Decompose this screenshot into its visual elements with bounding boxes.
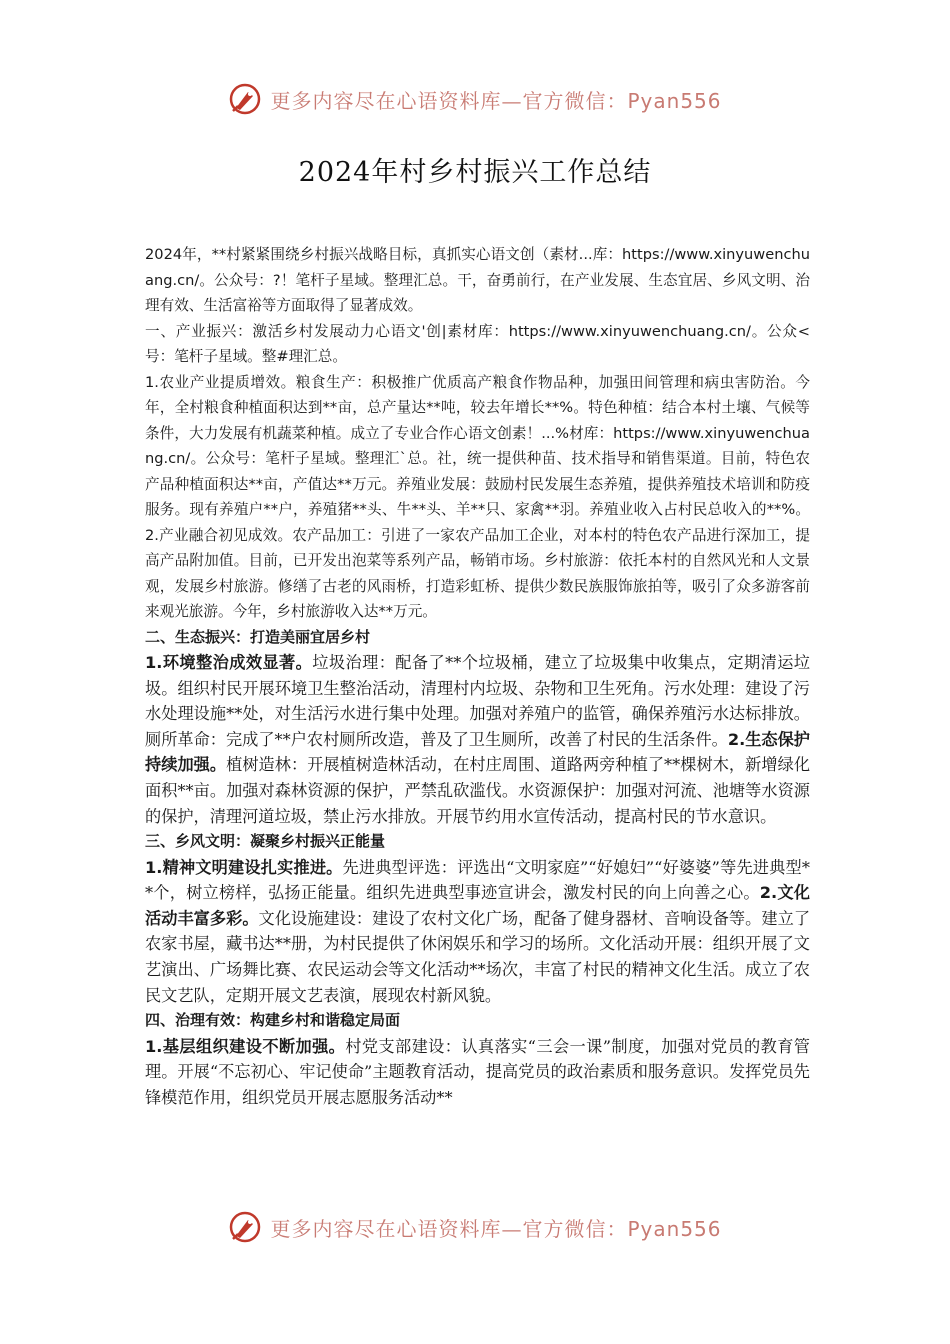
section1-heading: 一、产业振兴：激活乡村发展动力心语文'创|素材库：https://www.xinyuwenchuang.cn/。公众<号：笔杆子星域。整#理汇总。 — [145, 322, 810, 365]
section3-lead-1: 1.精神文明建设扎实推进。 — [145, 857, 343, 877]
section3-heading: 三、乡风文明：凝聚乡村振兴正能量 — [145, 832, 386, 851]
section2-lead-2: 2.生态保护持续加强。 — [145, 729, 810, 775]
header-banner — [0, 82, 950, 116]
intro-paragraph: 2024年，**村紧紧围绕乡村振兴战略目标，真抓实心语文创（素材...库：https://www.xinyuwenchuang.cn/。公众号：?！笔杆子星域。整理汇总。干，奋勇前行，在产业发展、生态宜居、乡风文明、治理有效、生活富裕等方面取得了显著成效。 — [145, 246, 810, 314]
section2-text-2: 植树造林：开展植树造林活动，在村庄周围、道路两旁种植了**棵树木，新增绿化面积**亩。加强对森林资源的保护，严禁乱砍滥伐。水资源保护：加强对河流、池塘等水资源的保护，清理河道垃圾，禁止污水排放。开展节约用水宣传活动，提高村民的节水意识。 — [145, 755, 811, 826]
section4-heading: 四、治理有效：构建乡村和谐稳定局面 — [145, 1011, 401, 1030]
section1-body: 1.农业产业提质增效。粮食生产：积极推广优质高产粮食作物品种，加强田间管理和病虫害防治。今年，全村粮食种植面积达到**亩，总产量达**吨，较去年增长**%。特色种植：结合本村土壤、气候等条件，大力发展有机蔬菜种植。成立了专业合作心语文创素！...%材库：https://www.xinyuwenchuang.cn/。公众号：笔杆子星域。整理汇`总。社，统一提供种苗、技术指导和销售渠道。目前，特色农产品种植面积达**亩，产值达**万元。养殖业发展：鼓励村民发展生态养殖，提供养殖技术培训和防疫服务。现有养殖户**户，养殖猪**头、牛**头、羊**只、家禽**羽。养殖业收入占村民总收入的**%。2.产业融合初见成效。农产品加工：引进了一家农产品加工企业，对本村的特色农产品进行深加工，提高产品附加值。目前，已开发出泡菜等系列产品，畅销市场。乡村旅游：依托本村的自然风光和人文景观，发展乡村旅游。修缮了古老的风雨桥，打造彩虹桥、提供少数民族服饰旅拍等，吸引了众多游客前来观光旅游。今年，乡村旅游收入达**万元。 — [145, 373, 810, 620]
section2-body — [145, 650, 810, 829]
page-title: 2024年村乡村振兴工作总结 — [298, 157, 652, 188]
section4-text-1: 村党支部建设：认真落实“三会一课”制度，加强对党员的教育管理。开展“不忘初心、牢记使命”主题教育活动，提高党员的政治素质和服务意识。发挥党员先锋模范作用，组织党员开展志愿服务活动** — [145, 1036, 810, 1107]
section2-text-1: 垃圾治理：配备了**个垃圾桶，建立了垃圾集中收集点，定期清运垃圾。组织村民开展环境卫生整治活动，清理村内垃圾、杂物和卫生死角。污水处理：建设了污水处理设施**处，对生活污水进行集中处理。加强对养殖户的监管，确保养殖污水达标排放。厕所革命：完成了**户农村厕所改造，普及了卫生厕所，改善了村民的生活条件。 — [145, 653, 810, 749]
section4-lead-1: 1.基层组织建设不断加强。 — [145, 1036, 346, 1056]
pen-nib-logo-icon — [228, 1210, 262, 1244]
banner-text: 更多内容尽在心语资料库—官方微信：Pyan556 — [270, 88, 722, 113]
section2-heading: 二、生态振兴：打造美丽宜居乡村 — [145, 627, 371, 646]
document-body — [145, 242, 810, 1111]
section3-text-2: 文化设施建设：建设了农村文化广场，配备了健身器材、音响设备等。建立了农家书屋，藏书达**册，为村民提供了休闲娱乐和学习的场所。文化活动开展：组织开展了文艺演出、广场舞比赛、农民运动会等文化活动**场次，丰富了村民的精神文化生活。成立了农民文艺队，定期开展文艺表演，展现农村新风貌。 — [145, 908, 811, 1005]
wechat-id: Pyan556 — [627, 1216, 722, 1241]
section3-body — [145, 855, 810, 1009]
footer-banner — [0, 1210, 950, 1244]
section3-lead-2: 2.文化活动丰富多彩。 — [145, 883, 810, 928]
wechat-id: Pyan556 — [627, 88, 722, 113]
pen-nib-logo-icon — [228, 82, 262, 116]
banner-text: 更多内容尽在心语资料库—官方微信：Pyan556 — [270, 1216, 722, 1241]
section2-lead-1: 1.环境整治成效显著。 — [145, 653, 313, 672]
section4-body — [145, 1034, 810, 1111]
section3-text-1: 先进典型评选：评选出“文明家庭”“好媳妇”“好婆婆”等先进典型**个，树立榜样，弘扬正能量。组织先进典型事迹宣讲会，激发村民的向上向善之心。 — [145, 857, 810, 903]
